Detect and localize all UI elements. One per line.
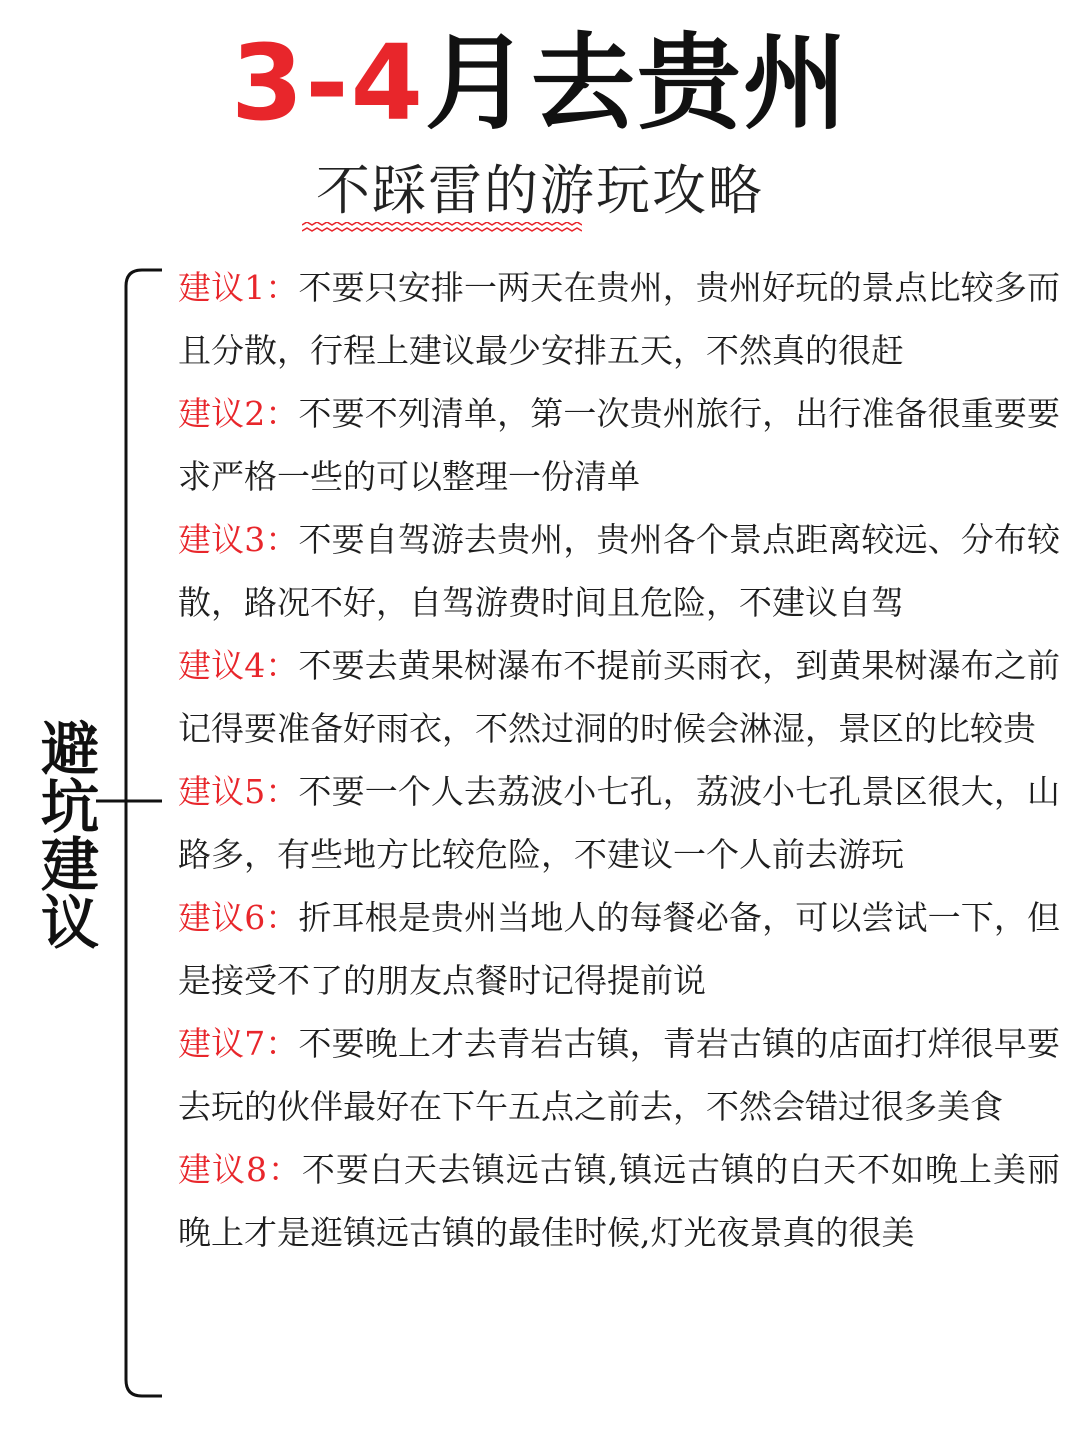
tip-label: 建议4： <box>178 646 299 685</box>
subtitle: 不踩雷的游玩攻略 <box>316 159 764 222</box>
tip-item-4 <box>178 634 1060 760</box>
tip-text: 不要只安排一两天在贵州，贵州好玩的景点比较多而且分散，行程上建议最少安排五天，不然真的很赶 <box>178 268 1061 370</box>
tip-text: 不要一个人去荔波小七孔，荔波小七孔景区很大，山路多，有些地方比较危险，不建议一个人前去游玩 <box>178 772 1061 874</box>
tip-item-1 <box>178 256 1060 382</box>
tip-text: 不要去黄果树瀑布不提前买雨衣，到黄果树瀑布之前记得要准备好雨衣，不然过洞的时候会淋湿，景区的比较贵 <box>178 646 1061 748</box>
tip-text: 不要白天去镇远古镇,镇远古镇的白天不如晚上美丽晚上才是逛镇远古镇的最佳时候,灯光夜景真的很美 <box>178 1150 1060 1252</box>
tip-item-3 <box>178 508 1060 634</box>
tip-text: 不要自驾游去贵州，贵州各个景点距离较远、分布较散，路况不好，自驾游费时间且危险，不建议自驾 <box>178 520 1061 622</box>
tip-label: 建议2： <box>178 394 299 433</box>
tip-item-6 <box>178 886 1060 1012</box>
tip-label: 建议3： <box>178 520 299 559</box>
tip-label: 建议5： <box>178 772 299 811</box>
tip-item-7 <box>178 1012 1060 1138</box>
subtitle-container <box>0 156 1080 226</box>
tip-item-2 <box>178 382 1060 508</box>
page-title <box>0 18 1080 148</box>
title-destination: 月去贵州 <box>424 22 849 144</box>
tip-text: 不要晚上才去青岩古镇，青岩古镇的店面打烊很早要去玩的伙伴最好在下午五点之前去，不然会错过很多美食 <box>178 1024 1061 1126</box>
side-label-avoid-pitfalls: 避坑建议 <box>31 718 99 950</box>
tip-label: 建议8： <box>178 1150 302 1189</box>
tip-item-5 <box>178 760 1060 886</box>
bracket-connector <box>96 268 176 1398</box>
title-month-range: 3-4 <box>231 22 425 144</box>
tip-label: 建议6： <box>178 898 299 937</box>
tip-text: 折耳根是贵州当地人的每餐必备，可以尝试一下，但是接受不了的朋友点餐时记得提前说 <box>178 898 1061 1000</box>
tip-label: 建议1： <box>178 268 299 307</box>
subtitle-zigzag-underline <box>302 222 582 234</box>
tip-item-8 <box>178 1138 1060 1264</box>
tip-label: 建议7： <box>178 1024 299 1063</box>
tip-text: 不要不列清单，第一次贵州旅行，出行准备很重要要求严格一些的可以整理一份清单 <box>178 394 1061 496</box>
tips-list <box>178 256 1060 1264</box>
